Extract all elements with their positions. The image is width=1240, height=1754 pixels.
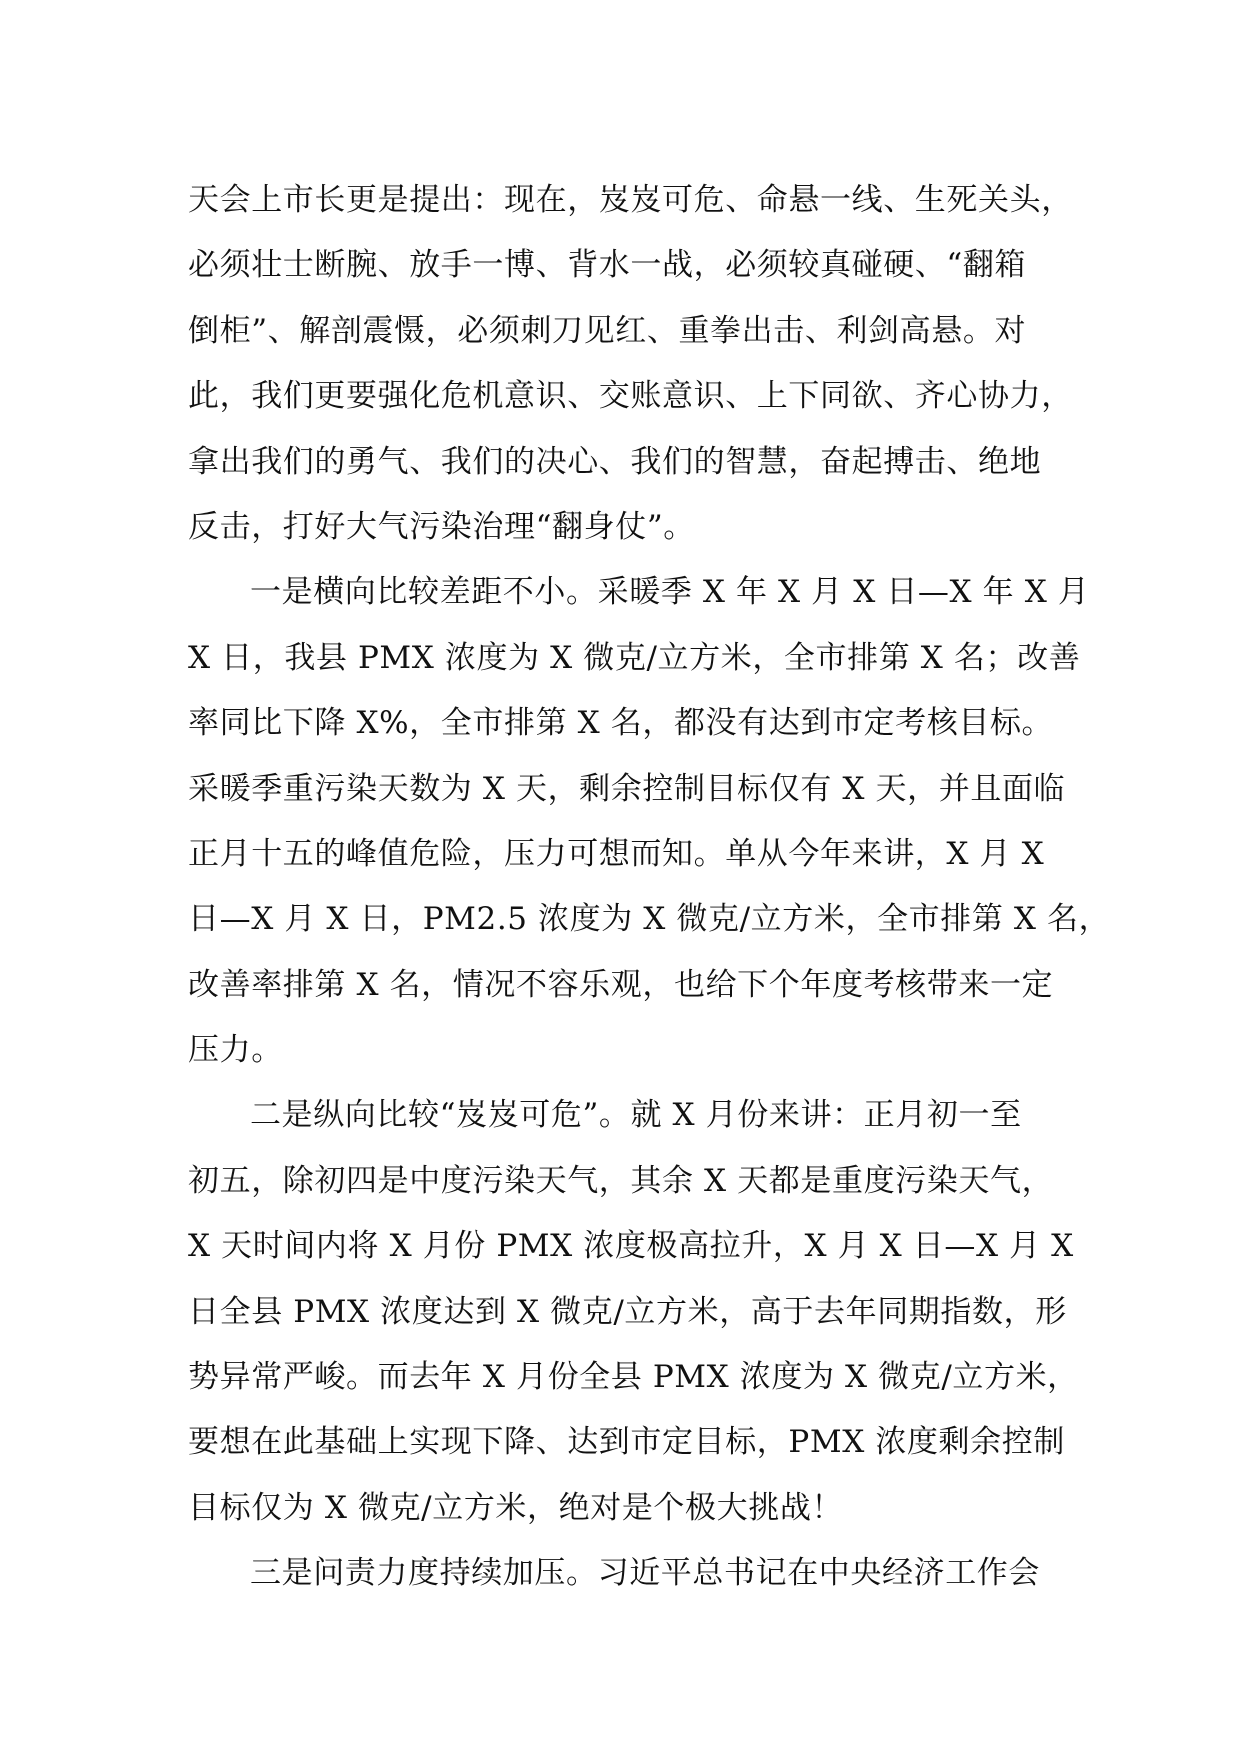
text-line: 必须壮士断腕、放手一博、背水一战，必须较真碰硬、“翻箱: [188, 247, 1027, 284]
text-line: 要想在此基础上实现下降、达到市定目标，PMX 浓度剩余控制: [188, 1424, 1065, 1461]
text-line: 反击，打好大气污染治理“翻身仗”。: [188, 508, 695, 545]
text-line: 目标仅为 X 微克/立方米，绝对是个极大挑战！: [188, 1489, 844, 1526]
paragraph-start-line: 三是问责力度持续加压。习近平总书记在中央经济工作会: [250, 1555, 1040, 1592]
text-line: 率同比下降 X%，全市排第 X 名，都没有达到市定考核目标。: [188, 705, 1054, 742]
text-line: 日全县 PMX 浓度达到 X 微克/立方米，高于去年同期指数，形: [188, 1293, 1067, 1330]
text-line: 改善率排第 X 名，情况不容乐观，也给下个年度考核带来一定: [188, 966, 1054, 1003]
text-line: 采暖季重污染天数为 X 天，剩余控制目标仅有 X 天，并且面临: [188, 770, 1066, 807]
text-line: 拿出我们的勇气、我们的决心、我们的智慧，奋起搏击、绝地: [188, 443, 1042, 480]
text-line: 势异常严峻。而去年 X 月份全县 PMX 浓度为 X 微克/立方米，: [188, 1359, 1079, 1396]
text-line: X 日，我县 PMX 浓度为 X 微克/立方米，全市排第 X 名；改善: [188, 639, 1081, 676]
paragraph-start-line: 一是横向比较差距不小。采暖季 X 年 X 月 X 日—X 年 X 月: [250, 574, 1090, 611]
text-line: 天会上市长更是提出：现在，岌岌可危、命悬一线、生死关头，: [188, 182, 1073, 218]
text-line: X 天时间内将 X 月份 PMX 浓度极高拉升，X 月 X 日—X 月 X: [188, 1228, 1074, 1265]
text-line: 此，我们更要强化危机意识、交账意识、上下同欲、齐心协力，: [188, 378, 1073, 415]
body-text: [188, 168, 1111, 1607]
paragraph-start-line: 二是纵向比较“岌岌可危”。就 X 月份来讲：正月初一至: [250, 1097, 1022, 1134]
text-line: 倒柜”、解剖震慑，必须刺刀见红、重拳出击、利剑高悬。对: [188, 312, 1027, 349]
text-line: 初五，除初四是中度污染天气，其余 X 天都是重度污染天气，: [188, 1162, 1054, 1199]
text-line: 日—X 月 X 日，PM2.5 浓度为 X 微克/立方米，全市排第 X 名，: [188, 901, 1111, 938]
text-line: 正月十五的峰值危险，压力可想而知。单从今年来讲，X 月 X: [188, 835, 1045, 872]
text-line: 压力。: [188, 1032, 283, 1069]
